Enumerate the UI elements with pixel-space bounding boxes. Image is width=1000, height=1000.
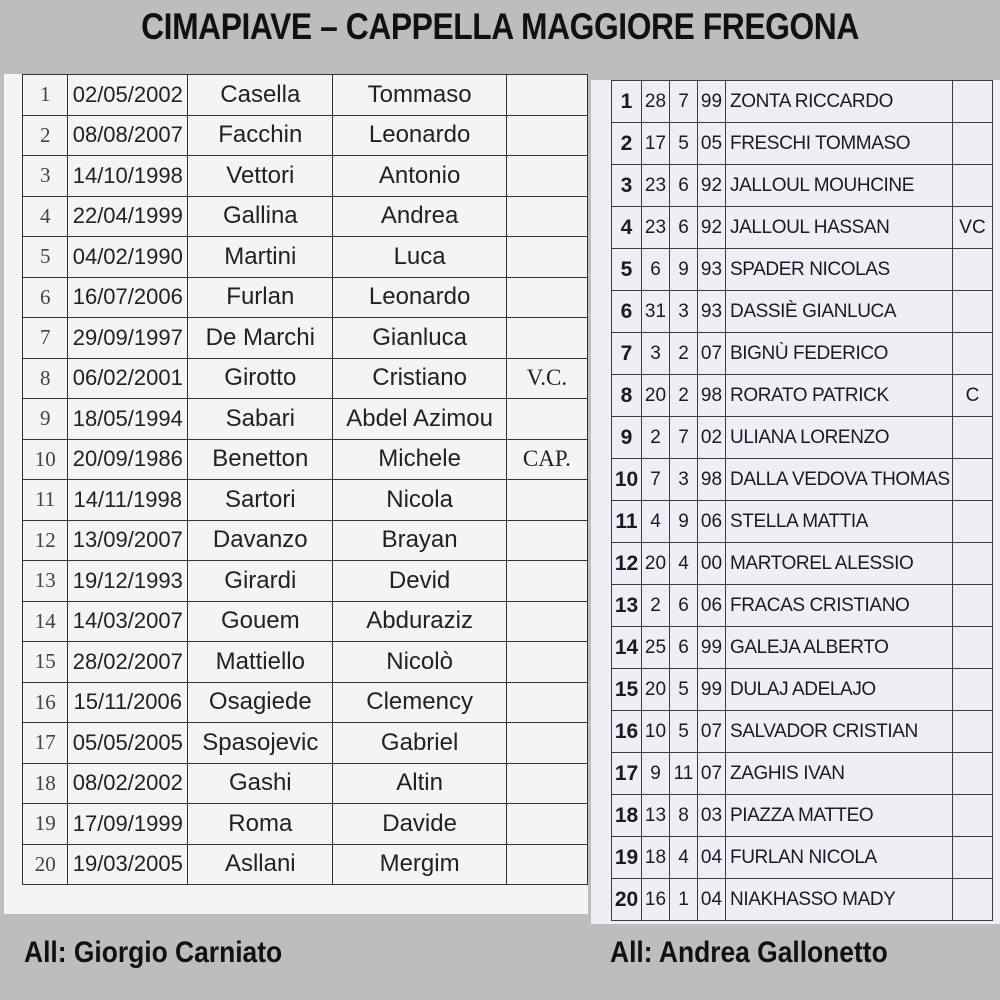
player-name: JALLOUL MOUHCINE [726, 165, 953, 207]
table-row [23, 642, 588, 683]
table-row [23, 804, 588, 845]
birth-date: 18/05/1994 [68, 399, 188, 440]
player-surname: Roma [188, 804, 333, 845]
player-role [506, 75, 587, 116]
birth-year: 99 [698, 627, 726, 669]
player-role [953, 123, 993, 165]
player-role [953, 501, 993, 543]
player-surname: Gashi [188, 763, 333, 804]
table-row [612, 837, 993, 879]
birth-day: 9 [642, 753, 670, 795]
birth-year: 98 [698, 375, 726, 417]
player-role [953, 333, 993, 375]
table-row [612, 165, 993, 207]
player-surname: Facchin [188, 115, 333, 156]
player-number: 8 [23, 358, 68, 399]
player-number: 11 [23, 480, 68, 521]
player-role [953, 291, 993, 333]
player-surname: Davanzo [188, 520, 333, 561]
table-row [612, 879, 993, 921]
player-number: 9 [23, 399, 68, 440]
birth-month: 5 [670, 123, 698, 165]
player-role [953, 753, 993, 795]
player-number: 13 [612, 585, 642, 627]
table-row [612, 627, 993, 669]
birth-date: 14/11/1998 [68, 480, 188, 521]
birth-date: 06/02/2001 [68, 358, 188, 399]
birth-date: 29/09/1997 [68, 318, 188, 359]
player-number: 6 [23, 277, 68, 318]
player-name: Abduraziz [333, 601, 506, 642]
player-name: Gianluca [333, 318, 506, 359]
table-row [23, 358, 588, 399]
player-role [506, 196, 587, 237]
birth-month: 6 [670, 627, 698, 669]
birth-year: 06 [698, 501, 726, 543]
birth-year: 92 [698, 207, 726, 249]
player-name: SPADER NICOLAS [726, 249, 953, 291]
player-role [953, 795, 993, 837]
player-role [506, 804, 587, 845]
player-name: STELLA MATTIA [726, 501, 953, 543]
table-row [612, 669, 993, 711]
player-surname: Spasojevic [188, 723, 333, 764]
birth-month: 11 [670, 753, 698, 795]
table-row [612, 459, 993, 501]
player-number: 4 [23, 196, 68, 237]
table-row [23, 115, 588, 156]
table-row [612, 333, 993, 375]
player-number: 20 [23, 844, 68, 885]
player-name: Andrea [333, 196, 506, 237]
table-row [23, 520, 588, 561]
player-surname: Mattiello [188, 642, 333, 683]
player-surname: Furlan [188, 277, 333, 318]
birth-month: 3 [670, 291, 698, 333]
player-number: 11 [612, 501, 642, 543]
table-row [612, 795, 993, 837]
table-row [612, 249, 993, 291]
left-coach-label: All: Giorgio Carniato [24, 936, 283, 969]
birth-year: 04 [698, 879, 726, 921]
birth-date: 20/09/1986 [68, 439, 188, 480]
player-role [506, 318, 587, 359]
birth-day: 2 [642, 585, 670, 627]
player-role [506, 156, 587, 197]
birth-day: 31 [642, 291, 670, 333]
birth-year: 93 [698, 249, 726, 291]
player-name: Tommaso [333, 75, 506, 116]
birth-day: 4 [642, 501, 670, 543]
table-row [23, 75, 588, 116]
player-number: 19 [23, 804, 68, 845]
player-role [506, 399, 587, 440]
birth-year: 02 [698, 417, 726, 459]
birth-year: 05 [698, 123, 726, 165]
player-name: Cristiano [333, 358, 506, 399]
player-name: Nicola [333, 480, 506, 521]
player-number: 5 [23, 237, 68, 278]
birth-date: 04/02/1990 [68, 237, 188, 278]
player-number: 7 [612, 333, 642, 375]
birth-day: 20 [642, 375, 670, 417]
player-number: 15 [612, 669, 642, 711]
player-number: 9 [612, 417, 642, 459]
player-number: 2 [612, 123, 642, 165]
player-surname: Benetton [188, 439, 333, 480]
player-name: ZONTA RICCARDO [726, 81, 953, 123]
birth-month: 2 [670, 375, 698, 417]
player-role [506, 844, 587, 885]
player-number: 17 [23, 723, 68, 764]
player-surname: De Marchi [188, 318, 333, 359]
table-row [23, 844, 588, 885]
birth-day: 16 [642, 879, 670, 921]
player-name: MARTOREL ALESSIO [726, 543, 953, 585]
player-name: JALLOUL HASSAN [726, 207, 953, 249]
player-name: Nicolò [333, 642, 506, 683]
player-name: Davide [333, 804, 506, 845]
player-name: GALEJA ALBERTO [726, 627, 953, 669]
player-number: 13 [23, 561, 68, 602]
birth-month: 9 [670, 501, 698, 543]
player-name: Abdel Azimou [333, 399, 506, 440]
right-coach-label: All: Andrea Gallonetto [610, 936, 888, 969]
birth-day: 18 [642, 837, 670, 879]
table-row [612, 417, 993, 459]
player-surname: Gouem [188, 601, 333, 642]
player-name: SALVADOR CRISTIAN [726, 711, 953, 753]
player-surname: Asllani [188, 844, 333, 885]
player-role [953, 165, 993, 207]
player-name: Gabriel [333, 723, 506, 764]
birth-day: 2 [642, 417, 670, 459]
table-row [23, 439, 588, 480]
birth-month: 6 [670, 165, 698, 207]
player-surname: Girotto [188, 358, 333, 399]
table-row [23, 480, 588, 521]
table-row [612, 375, 993, 417]
player-number: 3 [23, 156, 68, 197]
table-row [23, 318, 588, 359]
birth-year: 07 [698, 753, 726, 795]
player-number: 6 [612, 291, 642, 333]
player-name: RORATO PATRICK [726, 375, 953, 417]
table-row [23, 682, 588, 723]
player-number: 2 [23, 115, 68, 156]
right-team-table [611, 80, 993, 921]
player-name: DALLA VEDOVA THOMAS [726, 459, 953, 501]
player-role: CAP. [506, 439, 587, 480]
player-number: 19 [612, 837, 642, 879]
player-role [506, 480, 587, 521]
birth-date: 08/08/2007 [68, 115, 188, 156]
player-role [506, 237, 587, 278]
table-row [23, 277, 588, 318]
player-name: Antonio [333, 156, 506, 197]
birth-year: 00 [698, 543, 726, 585]
player-role [506, 520, 587, 561]
birth-date: 14/03/2007 [68, 601, 188, 642]
birth-year: 07 [698, 333, 726, 375]
player-role [953, 417, 993, 459]
left-team-sheet [4, 74, 588, 914]
player-name: ULIANA LORENZO [726, 417, 953, 459]
birth-year: 99 [698, 669, 726, 711]
table-row [23, 237, 588, 278]
birth-day: 20 [642, 543, 670, 585]
player-role: VC [953, 207, 993, 249]
player-number: 5 [612, 249, 642, 291]
birth-date: 19/12/1993 [68, 561, 188, 602]
player-role [506, 642, 587, 683]
birth-year: 06 [698, 585, 726, 627]
birth-day: 13 [642, 795, 670, 837]
player-name: FRACAS CRISTIANO [726, 585, 953, 627]
birth-day: 3 [642, 333, 670, 375]
player-number: 4 [612, 207, 642, 249]
player-name: BIGNÙ FEDERICO [726, 333, 953, 375]
player-role: V.C. [506, 358, 587, 399]
table-row [23, 196, 588, 237]
birth-month: 8 [670, 795, 698, 837]
player-role [953, 81, 993, 123]
birth-month: 4 [670, 543, 698, 585]
birth-year: 07 [698, 711, 726, 753]
player-number: 18 [612, 795, 642, 837]
player-name: Clemency [333, 682, 506, 723]
birth-day: 6 [642, 249, 670, 291]
player-role [506, 601, 587, 642]
player-number: 14 [612, 627, 642, 669]
birth-month: 7 [670, 81, 698, 123]
birth-day: 10 [642, 711, 670, 753]
table-row [23, 156, 588, 197]
player-number: 20 [612, 879, 642, 921]
birth-year: 93 [698, 291, 726, 333]
left-team-table [22, 74, 588, 885]
player-role [506, 115, 587, 156]
right-team-sheet [591, 80, 1000, 924]
birth-month: 1 [670, 879, 698, 921]
table-row [23, 601, 588, 642]
birth-date: 14/10/1998 [68, 156, 188, 197]
player-name: PIAZZA MATTEO [726, 795, 953, 837]
table-row [612, 291, 993, 333]
player-surname: Girardi [188, 561, 333, 602]
birth-date: 16/07/2006 [68, 277, 188, 318]
player-role [953, 249, 993, 291]
table-row [23, 723, 588, 764]
birth-day: 23 [642, 207, 670, 249]
player-name: Mergim [333, 844, 506, 885]
birth-date: 28/02/2007 [68, 642, 188, 683]
player-name: Brayan [333, 520, 506, 561]
player-role [506, 723, 587, 764]
player-name: Altin [333, 763, 506, 804]
birth-date: 17/09/1999 [68, 804, 188, 845]
player-number: 14 [23, 601, 68, 642]
player-name: DASSIÈ GIANLUCA [726, 291, 953, 333]
birth-month: 5 [670, 669, 698, 711]
player-name: Leonardo [333, 277, 506, 318]
birth-month: 6 [670, 207, 698, 249]
player-number: 16 [612, 711, 642, 753]
player-surname: Martini [188, 237, 333, 278]
birth-date: 15/11/2006 [68, 682, 188, 723]
table-row [612, 81, 993, 123]
player-number: 1 [23, 75, 68, 116]
table-row [612, 585, 993, 627]
table-row [612, 207, 993, 249]
table-row [23, 561, 588, 602]
player-number: 17 [612, 753, 642, 795]
player-role [506, 682, 587, 723]
player-number: 3 [612, 165, 642, 207]
table-row [612, 543, 993, 585]
player-role [953, 711, 993, 753]
birth-day: 23 [642, 165, 670, 207]
player-role [953, 879, 993, 921]
player-number: 7 [23, 318, 68, 359]
table-row [612, 123, 993, 165]
birth-month: 7 [670, 417, 698, 459]
table-row [612, 501, 993, 543]
birth-month: 4 [670, 837, 698, 879]
birth-day: 28 [642, 81, 670, 123]
birth-date: 22/04/1999 [68, 196, 188, 237]
birth-date: 02/05/2002 [68, 75, 188, 116]
player-number: 10 [23, 439, 68, 480]
player-name: ZAGHIS IVAN [726, 753, 953, 795]
player-number: 10 [612, 459, 642, 501]
table-row [23, 763, 588, 804]
player-name: Luca [333, 237, 506, 278]
player-role [953, 627, 993, 669]
player-surname: Osagiede [188, 682, 333, 723]
player-number: 16 [23, 682, 68, 723]
birth-year: 04 [698, 837, 726, 879]
player-role [506, 763, 587, 804]
player-name: NIAKHASSO MADY [726, 879, 953, 921]
birth-month: 6 [670, 585, 698, 627]
player-surname: Casella [188, 75, 333, 116]
birth-month: 3 [670, 459, 698, 501]
player-name: Leonardo [333, 115, 506, 156]
player-surname: Sabari [188, 399, 333, 440]
birth-date: 13/09/2007 [68, 520, 188, 561]
player-number: 1 [612, 81, 642, 123]
birth-year: 03 [698, 795, 726, 837]
table-row [612, 711, 993, 753]
player-role [506, 561, 587, 602]
birth-day: 17 [642, 123, 670, 165]
player-role [506, 277, 587, 318]
player-role [953, 459, 993, 501]
page-title: CIMAPIAVE – CAPPELLA MAGGIORE FREGONA [141, 6, 859, 47]
birth-month: 5 [670, 711, 698, 753]
birth-month: 2 [670, 333, 698, 375]
player-role [953, 543, 993, 585]
birth-month: 9 [670, 249, 698, 291]
birth-day: 25 [642, 627, 670, 669]
player-role [953, 669, 993, 711]
birth-date: 19/03/2005 [68, 844, 188, 885]
player-name: Michele [333, 439, 506, 480]
birth-year: 99 [698, 81, 726, 123]
player-name: FURLAN NICOLA [726, 837, 953, 879]
player-number: 12 [612, 543, 642, 585]
birth-day: 7 [642, 459, 670, 501]
player-surname: Sartori [188, 480, 333, 521]
birth-date: 05/05/2005 [68, 723, 188, 764]
player-number: 12 [23, 520, 68, 561]
birth-year: 98 [698, 459, 726, 501]
birth-year: 92 [698, 165, 726, 207]
table-row [23, 399, 588, 440]
birth-day: 20 [642, 669, 670, 711]
player-name: FRESCHI TOMMASO [726, 123, 953, 165]
player-number: 8 [612, 375, 642, 417]
birth-date: 08/02/2002 [68, 763, 188, 804]
table-row [612, 753, 993, 795]
player-number: 18 [23, 763, 68, 804]
player-role: C [953, 375, 993, 417]
player-surname: Gallina [188, 196, 333, 237]
player-role [953, 837, 993, 879]
player-name: Devid [333, 561, 506, 602]
player-surname: Vettori [188, 156, 333, 197]
player-role [953, 585, 993, 627]
player-name: DULAJ ADELAJO [726, 669, 953, 711]
player-number: 15 [23, 642, 68, 683]
